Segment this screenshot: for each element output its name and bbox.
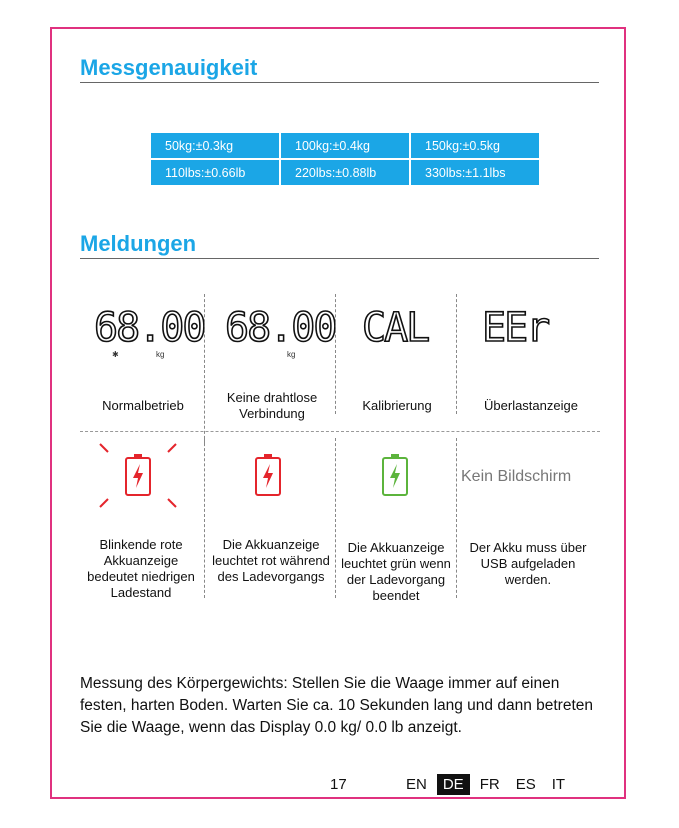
lang-fr[interactable]: FR [479,776,500,793]
no-screen-text: Kein Bildschirm [461,468,572,485]
table-row [150,159,540,186]
lcd-no-wireless [225,305,336,359]
battery-label: Die Akkuanzeige leuchtet grün wenn der Ladevorgang beendet [341,540,451,603]
lang-en[interactable]: EN [406,776,427,793]
unit-label: kg [156,350,165,359]
accuracy-table [149,131,541,187]
bluetooth-icon: ✱ [112,350,119,359]
battery-red-charging-icon [255,454,281,496]
display-label: Keine drahtlose Verbindung [226,390,318,421]
column-divider [204,438,205,598]
page-number: 17 [330,776,347,793]
lcd-digits: EEr [482,305,549,351]
lcd-digits: CAL [362,305,429,351]
lcd-digits: 68.00 [94,305,205,351]
battery-green-full-icon [382,454,408,496]
display-label: Kalibrierung [362,398,432,413]
table-cell: 50kg:±0.3kg [150,132,280,159]
unit-label: kg [287,350,296,359]
lcd-digits: 68.00 [225,305,336,351]
table-cell: 150kg:±0.5kg [410,132,540,159]
lang-it[interactable]: IT [551,776,566,793]
lang-de[interactable]: DE [437,774,470,795]
table-cell: 100kg:±0.4kg [280,132,410,159]
lang-es[interactable]: ES [515,776,536,793]
battery-label: Die Akkuanzeige leuchtet rot während des Ladevorgangs [212,537,330,584]
accuracy-rule [80,82,599,83]
battery-label: Der Akku muss über USB aufgeladen werden. [469,540,587,587]
column-divider [456,294,457,414]
instruction-paragraph: Messung des Körpergewichts: Stellen Sie die Waage immer auf einen festen, harten Boden. Warten Sie ca. 10 Sekunden lang und dann betreten Sie die Waage, wenn das Display 0.0 kg/ 0.0 lb anzeigt. [80,675,594,736]
language-selector [400,774,575,795]
accuracy-title: Messgenauigkeit [80,55,258,80]
table-cell: 330lbs:±1.1lbs [410,159,540,186]
lcd-overload [482,305,549,351]
column-divider [335,438,336,598]
table-cell: 110lbs:±0.66lb [150,159,280,186]
column-divider [335,294,336,414]
battery-label: Blinkende rote Akkuanzeige bedeutet niedrigen Ladestand [87,537,195,600]
row-divider [80,431,600,432]
messages-rule [80,258,599,259]
messages-title: Meldungen [80,231,197,256]
column-divider [456,438,457,598]
lcd-calibration [362,305,429,351]
table-cell: 220lbs:±0.88lb [280,159,410,186]
display-label: Überlastanzeige [484,398,578,413]
display-label: Normalbetrieb [102,398,184,413]
column-divider [204,294,205,444]
table-row [150,132,540,159]
battery-red-blinking-icon [125,454,151,496]
lcd-normal [94,305,205,359]
